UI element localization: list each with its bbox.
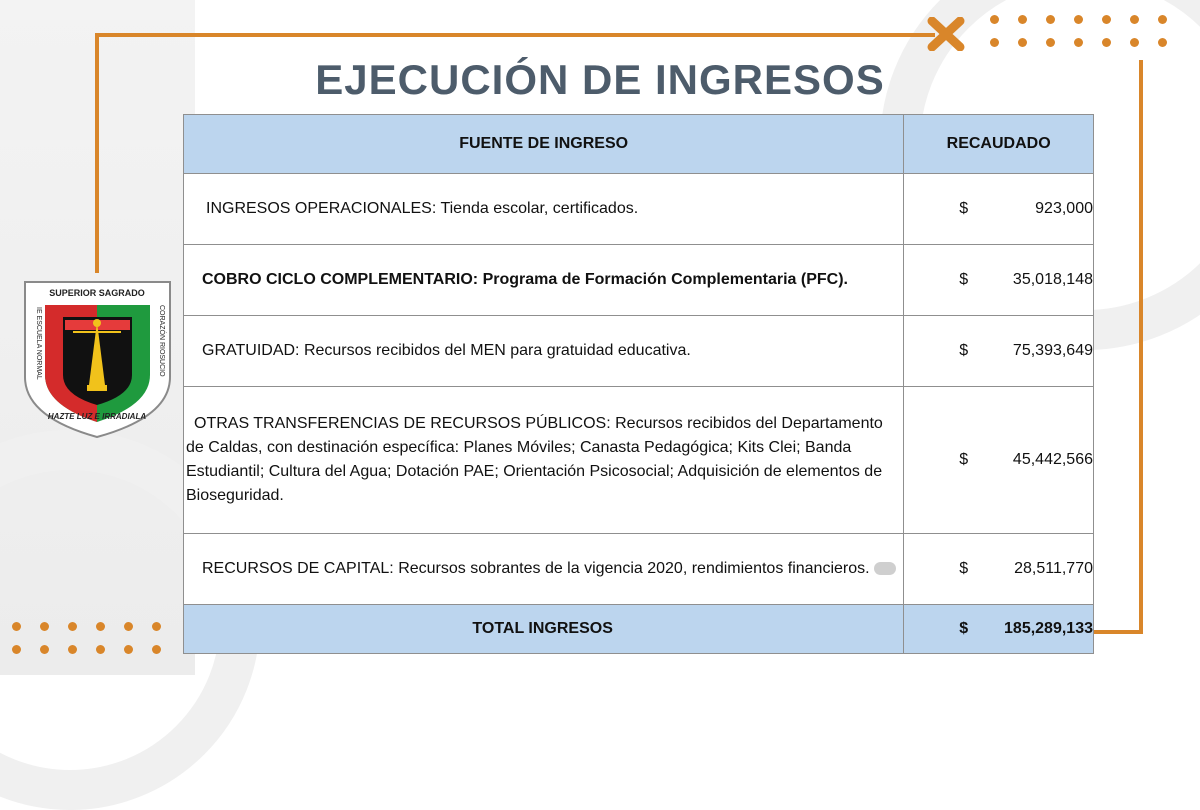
row-source [184, 174, 904, 245]
amount-value: 28,511,770 [1014, 560, 1093, 577]
table-row [184, 534, 1094, 605]
table-row [184, 316, 1094, 387]
header-amount: RECAUDADO [904, 115, 1094, 174]
table-row [184, 387, 1094, 534]
row-desc: Recursos recibidos del Departamento de Caldas, con destinación específica: Planes Móviles; Canasta Pedagógica; Kits Clei; Banda Estudiantil; Cultura del Agua; Dotación PAE; Orientación Psicosocial; Adquisición de elementos de Bioseguridad. [186, 415, 883, 504]
page-title: EJECUCIÓN DE INGRESOS [315, 56, 885, 103]
total-label: TOTAL INGRESOS [184, 605, 904, 654]
row-desc: Programa de Formación Complementaria (PFC). [482, 271, 848, 288]
currency-symbol: $ [959, 271, 969, 288]
grey-dot-icon [874, 562, 896, 575]
row-label: RECURSOS DE CAPITAL: [202, 560, 394, 577]
total-amount [904, 605, 1094, 654]
frame-line-right [1139, 60, 1143, 630]
row-label: GRATUIDAD: [202, 342, 300, 359]
logo-right-text: CORAZÓN RIOSUCIO [158, 305, 165, 377]
decorative-dots-top [990, 15, 1186, 47]
logo-left-text: IE ESCUELA NORMAL [35, 307, 42, 380]
currency-symbol: $ [959, 342, 969, 359]
total-currency-symbol: $ [959, 620, 969, 637]
header-source: FUENTE DE INGRESO [184, 115, 904, 174]
table-total-row [184, 605, 1094, 654]
amount-value: 35,018,148 [1012, 271, 1093, 288]
row-source [184, 316, 904, 387]
decorative-x-icon [926, 17, 966, 51]
table-row [184, 245, 1094, 316]
row-source [184, 534, 904, 605]
row-amount [904, 245, 1094, 316]
row-label: INGRESOS OPERACIONALES: [206, 200, 437, 217]
currency-symbol: $ [959, 560, 969, 577]
row-source [184, 387, 904, 534]
row-label: COBRO CICLO COMPLEMENTARIO: [202, 271, 479, 288]
row-source [184, 245, 904, 316]
amount-value: 923,000 [1035, 200, 1093, 217]
table-row [184, 174, 1094, 245]
row-amount [904, 534, 1094, 605]
currency-symbol: $ [959, 200, 969, 217]
row-amount [904, 387, 1094, 534]
income-table [183, 114, 1094, 654]
frame-line-top [95, 33, 935, 37]
logo-bottom-text: HAZTE LUZ E IRRADIALA [47, 412, 147, 421]
row-desc: Tienda escolar, certificados. [440, 200, 639, 217]
school-crest-logo [15, 277, 180, 442]
amount-value: 75,393,649 [1012, 342, 1093, 359]
row-desc: Recursos sobrantes de la vigencia 2020, rendimientos financieros. [398, 560, 870, 577]
row-amount [904, 174, 1094, 245]
logo-top-text: SUPERIOR SAGRADO [49, 288, 145, 298]
row-amount [904, 316, 1094, 387]
total-value: 185,289,133 [1004, 620, 1093, 637]
currency-symbol: $ [959, 451, 969, 468]
row-label: OTRAS TRANSFERENCIAS DE RECURSOS PÚBLICOS: [194, 415, 611, 432]
decorative-dots-bottom [12, 622, 180, 654]
amount-value: 45,442,566 [1012, 451, 1093, 468]
table-header-row [184, 115, 1094, 174]
row-desc: Recursos recibidos del MEN para gratuidad educativa. [303, 342, 691, 359]
